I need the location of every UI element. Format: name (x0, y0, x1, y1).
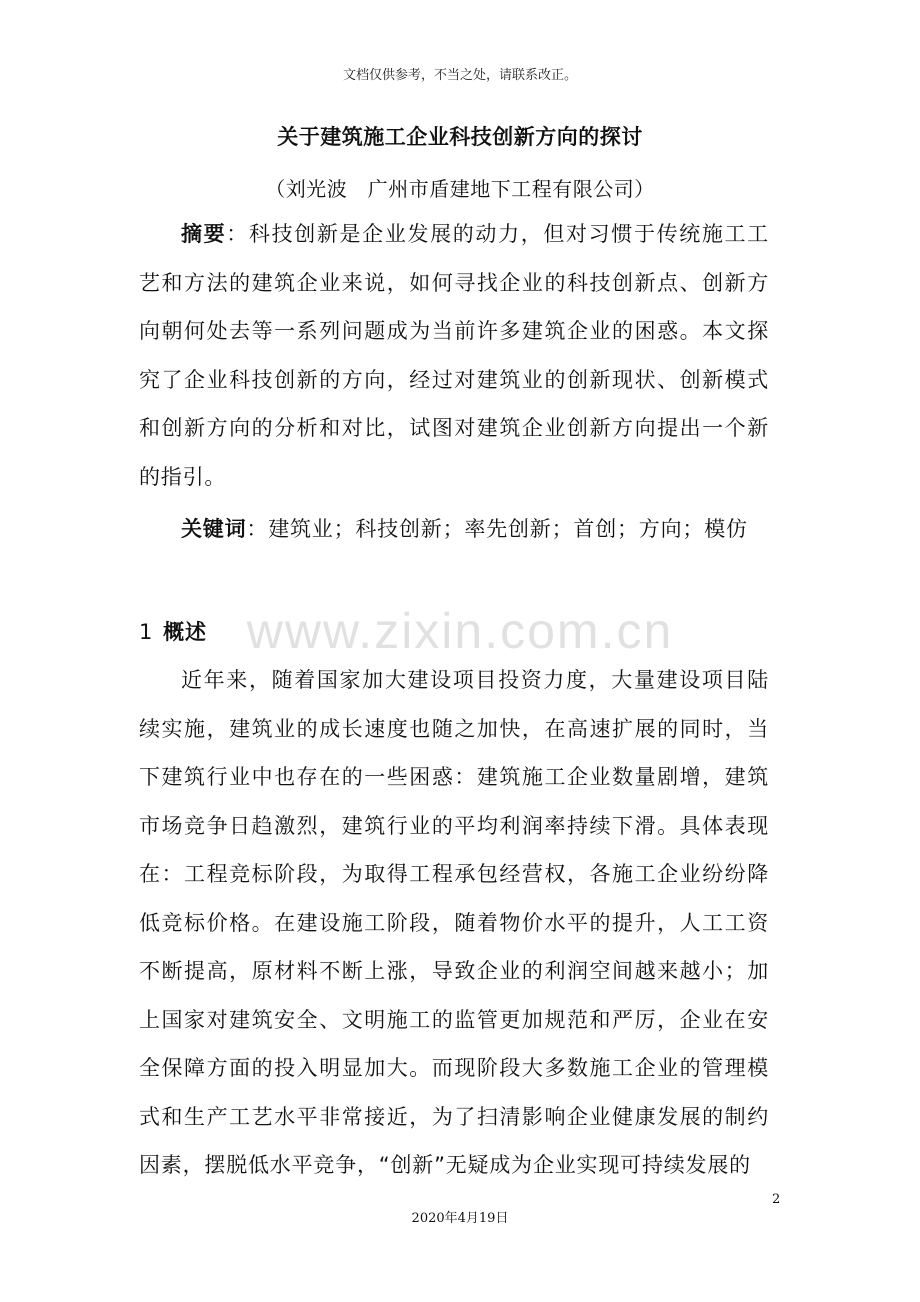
page-number: 2 (772, 1192, 781, 1207)
footer-date: 2020年4月19日 (411, 1211, 509, 1226)
section-number: 1 (139, 619, 154, 644)
watermark: www.zixin.com.cn (246, 603, 674, 659)
section-paragraph: 近年来，随着国家加大建设项目投资力度，大量建设项目陆续实施，建筑业的成长速度也随之加快，在高速扩展的同时，当下建筑行业中也存在的一些困惑：建筑施工企业数量剧增，建筑市场竞争日趋激烈，建筑行业的平均利润率持续下滑。具体表现在：工程竞标阶段，为取得工程承包经营权，各施工企业纷纷降低竞标价格。在建设施工阶段，随着物价水平的提升，人工工资不断提高，原材料不断上涨，导致企业的利润空间越来越小；加上国家对建筑安全、文明施工的监管更加规范和严厉，企业在安全保障方面的投入明显加大。而现阶段大多数施工企业的管理模式和生产工艺水平非常接近，为了扫清影响企业健康发展的制约因素，摆脱低水平竞争，“创新”无疑成为企业实现可持续发展的 (139, 668, 769, 1177)
header-note: 文档仅供参考，不当之处，请联系改正。 (342, 68, 577, 83)
abstract-text: ：科技创新是企业发展的动力，但对习惯于传统施工工艺和方法的建筑企业来说，如何寻找企业的科技创新点、创新方向朝何处去等一系列问题成为当前许多建筑企业的困惑。本文探究了企业科技创新的方向，经过对建筑业的创新现状、创新模式和创新方向的分析和对比，试图对建筑企业创新方向提出一个新的指引。 (139, 222, 769, 489)
document-title: 关于建筑施工企业科技创新方向的探讨 (277, 125, 643, 149)
author-line: （刘光波 广州市盾建地下工程有限公司） (265, 177, 655, 201)
abstract-paragraph (139, 210, 769, 501)
abstract-label: 摘要 (181, 222, 227, 246)
keywords-text: ：建筑业；科技创新；率先创新；首创；方向；模仿 (246, 517, 748, 541)
section-heading (139, 608, 769, 657)
keywords-label: 关键词 (181, 517, 247, 541)
document-body (139, 210, 769, 1190)
keywords-paragraph (139, 505, 769, 554)
section-title: 概述 (163, 619, 207, 644)
